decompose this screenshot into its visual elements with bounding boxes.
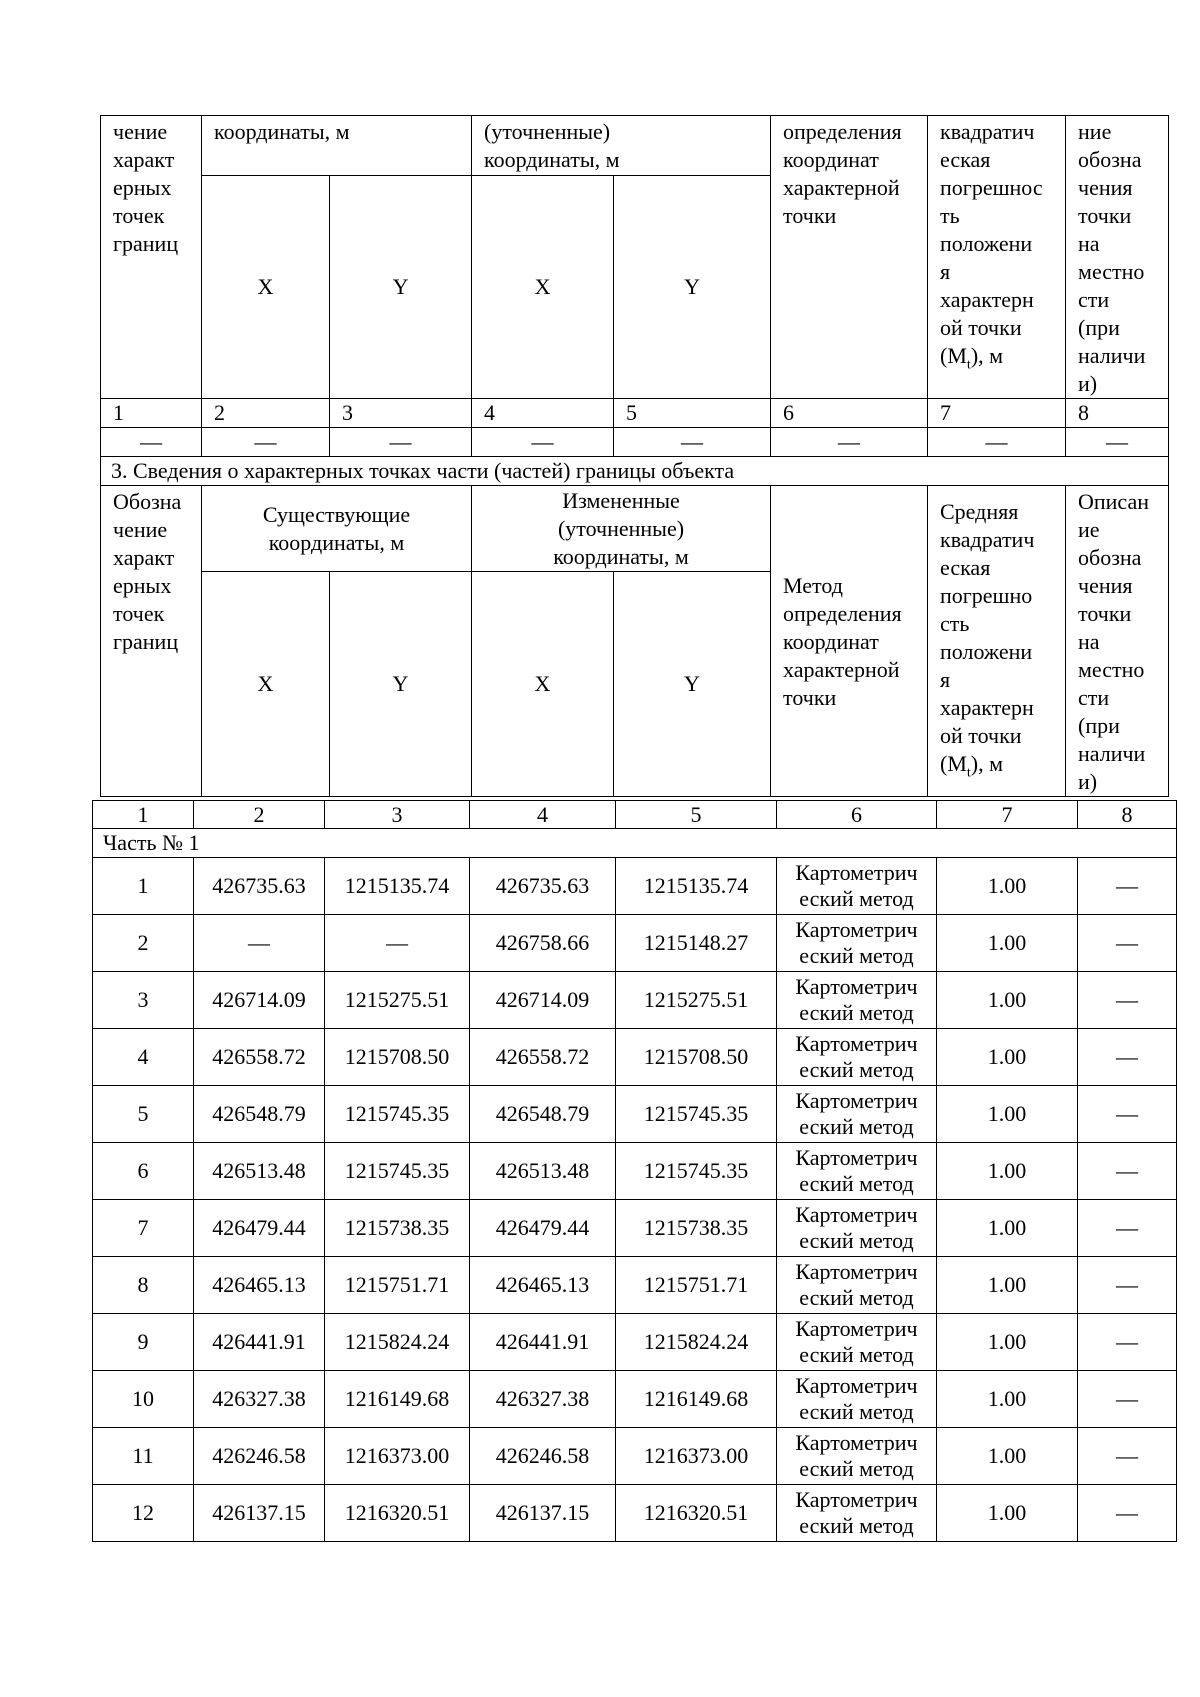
point-description-cell: — (1078, 1086, 1177, 1143)
header-changed-x: X (472, 572, 614, 797)
header-existing-coordinates: координаты, м (202, 116, 472, 176)
point-number-cell: 12 (93, 1485, 194, 1542)
point-number-cell: 4 (93, 1029, 194, 1086)
existing-x-cell: 426246.58 (194, 1428, 325, 1485)
existing-y-cell: — (325, 915, 470, 972)
header-method: определения координат характерной точки (771, 116, 928, 399)
method-cell: Картометрич еский метод (777, 1314, 937, 1371)
column-number: 1 (101, 399, 202, 428)
existing-y-cell: 1215275.51 (325, 972, 470, 1029)
changed-x-cell: 426758.66 (470, 915, 616, 972)
mean-error-cell: 1.00 (937, 1314, 1078, 1371)
changed-y-cell: 1216149.68 (616, 1371, 777, 1428)
table-row (93, 1428, 1177, 1485)
existing-y-cell: 1216320.51 (325, 1485, 470, 1542)
section3-title: 3. Сведения о характерных точках части (частей) границы объекта (101, 457, 1169, 486)
point-description-cell: — (1078, 1485, 1177, 1542)
changed-x-cell: 426246.58 (470, 1428, 616, 1485)
existing-y-cell: 1215751.71 (325, 1257, 470, 1314)
changed-y-cell: 1216320.51 (616, 1485, 777, 1542)
dash-cell: — (614, 428, 771, 457)
existing-x-cell: — (194, 915, 325, 972)
mean-error-cell: 1.00 (937, 1086, 1078, 1143)
existing-y-cell: 1216149.68 (325, 1371, 470, 1428)
existing-y-cell: 1215824.24 (325, 1314, 470, 1371)
point-description-cell: — (1078, 972, 1177, 1029)
header-mean-error: квадратич еская погрешнос ть положени я характерн ой точки $(M_t)$, м (928, 116, 1066, 399)
column-number: 7 (928, 399, 1066, 428)
existing-y-cell: 1215135.74 (325, 858, 470, 915)
method-cell: Картометрич еский метод (777, 1086, 937, 1143)
mean-error-cell: 1.00 (937, 1257, 1078, 1314)
point-number-cell: 11 (93, 1428, 194, 1485)
table-row (93, 1029, 1177, 1086)
table-row (93, 1143, 1177, 1200)
existing-y-cell: 1215708.50 (325, 1029, 470, 1086)
mean-error-cell: 1.00 (937, 1200, 1078, 1257)
point-description-cell: — (1078, 1371, 1177, 1428)
header-point-designation: Обозна чение характ ерных точек границ (101, 486, 202, 797)
dash-cell: — (101, 428, 202, 457)
header-changed-y: Y (614, 572, 771, 797)
existing-x-cell: 426513.48 (194, 1143, 325, 1200)
point-number-cell: 8 (93, 1257, 194, 1314)
method-cell: Картометрич еский метод (777, 972, 937, 1029)
changed-x-cell: 426479.44 (470, 1200, 616, 1257)
section3-header-table (100, 456, 1169, 797)
changed-y-cell: 1215148.27 (616, 915, 777, 972)
method-cell: Картометрич еский метод (777, 1200, 937, 1257)
existing-x-cell: 426465.13 (194, 1257, 325, 1314)
column-number: 7 (937, 801, 1078, 829)
column-number: 6 (771, 399, 928, 428)
point-description-cell: — (1078, 1314, 1177, 1371)
changed-y-cell: 1216373.00 (616, 1428, 777, 1485)
changed-x-cell: 426714.09 (470, 972, 616, 1029)
point-number-cell: 3 (93, 972, 194, 1029)
column-number: 5 (616, 801, 777, 829)
header-changed-coordinates: (уточненные) координаты, м (472, 116, 771, 176)
point-number-cell: 1 (93, 858, 194, 915)
point-number-cell: 5 (93, 1086, 194, 1143)
table-row (93, 1200, 1177, 1257)
point-rows (93, 858, 1177, 1542)
boundary-points-table-continued (100, 115, 1169, 457)
point-description-cell: — (1078, 1029, 1177, 1086)
method-cell: Картометрич еский метод (777, 1257, 937, 1314)
changed-x-cell: 426735.63 (470, 858, 616, 915)
table-row (93, 1371, 1177, 1428)
dash-cell: — (472, 428, 614, 457)
header-changed-y: Y (614, 175, 771, 398)
header-changed-coordinates: Измененные (уточненные) координаты, м (472, 486, 771, 572)
point-description-cell: — (1078, 858, 1177, 915)
table-row (93, 972, 1177, 1029)
column-number: 3 (325, 801, 470, 829)
mean-error-cell: 1.00 (937, 1371, 1078, 1428)
column-number: 2 (194, 801, 325, 829)
existing-x-cell: 426441.91 (194, 1314, 325, 1371)
header-method: Метод определения координат характерной точки (771, 486, 928, 797)
column-number: 8 (1066, 399, 1169, 428)
existing-x-cell: 426137.15 (194, 1485, 325, 1542)
mean-error-cell: 1.00 (937, 1029, 1078, 1086)
method-cell: Картометрич еский метод (777, 915, 937, 972)
changed-y-cell: 1215824.24 (616, 1314, 777, 1371)
existing-x-cell: 426548.79 (194, 1086, 325, 1143)
dash-cell: — (330, 428, 472, 457)
header-existing-y: Y (330, 175, 472, 398)
header-existing-x: X (202, 175, 330, 398)
column-number: 4 (472, 399, 614, 428)
column-number: 4 (470, 801, 616, 829)
column-number: 8 (1078, 801, 1177, 829)
column-number: 6 (777, 801, 937, 829)
part-label: Часть № 1 (93, 829, 1177, 858)
dash-cell: — (1066, 428, 1169, 457)
header-existing-x: X (202, 572, 330, 797)
mean-error-cell: 1.00 (937, 1143, 1078, 1200)
changed-x-cell: 426327.38 (470, 1371, 616, 1428)
point-description-cell: — (1078, 1257, 1177, 1314)
point-number-cell: 10 (93, 1371, 194, 1428)
column-numbers-row (93, 801, 1177, 829)
changed-y-cell: 1215745.35 (616, 1086, 777, 1143)
dash-cell: — (928, 428, 1066, 457)
header-existing-y: Y (330, 572, 472, 797)
changed-y-cell: 1215751.71 (616, 1257, 777, 1314)
existing-y-cell: 1215745.35 (325, 1086, 470, 1143)
column-number: 5 (614, 399, 771, 428)
changed-x-cell: 426137.15 (470, 1485, 616, 1542)
changed-x-cell: 426558.72 (470, 1029, 616, 1086)
column-numbers-row (101, 399, 1169, 428)
dash-cell: — (202, 428, 330, 457)
table-row (93, 915, 1177, 972)
method-cell: Картометрич еский метод (777, 1143, 937, 1200)
point-description-cell: — (1078, 915, 1177, 972)
method-cell: Картометрич еский метод (777, 1485, 937, 1542)
mean-error-cell: 1.00 (937, 915, 1078, 972)
header-point-designation: чение характ ерных точек границ (101, 116, 202, 399)
table-row (93, 1257, 1177, 1314)
existing-y-cell: 1215738.35 (325, 1200, 470, 1257)
existing-y-cell: 1216373.00 (325, 1428, 470, 1485)
column-number: 1 (93, 801, 194, 829)
changed-x-cell: 426465.13 (470, 1257, 616, 1314)
existing-x-cell: 426558.72 (194, 1029, 325, 1086)
changed-y-cell: 1215738.35 (616, 1200, 777, 1257)
point-number-cell: 2 (93, 915, 194, 972)
header-point-description: Описан ие обозна чения точки на местно сти (при наличи и) (1066, 486, 1169, 797)
point-description-cell: — (1078, 1428, 1177, 1485)
table-row (93, 1485, 1177, 1542)
point-number-cell: 7 (93, 1200, 194, 1257)
column-number: 3 (330, 399, 472, 428)
header-existing-coordinates: Существующие координаты, м (202, 486, 472, 572)
table-row (93, 1314, 1177, 1371)
mean-error-cell: 1.00 (937, 1485, 1078, 1542)
mean-error-cell: 1.00 (937, 858, 1078, 915)
existing-y-cell: 1215745.35 (325, 1143, 470, 1200)
header-point-description: ние обозна чения точки на местно сти (при наличи и) (1066, 116, 1169, 399)
point-number-cell: 9 (93, 1314, 194, 1371)
method-cell: Картометрич еский метод (777, 1029, 937, 1086)
column-number: 2 (202, 399, 330, 428)
changed-x-cell: 426441.91 (470, 1314, 616, 1371)
existing-x-cell: 426735.63 (194, 858, 325, 915)
mean-error-cell: 1.00 (937, 1428, 1078, 1485)
point-number-cell: 6 (93, 1143, 194, 1200)
point-description-cell: — (1078, 1143, 1177, 1200)
mean-error-cell: 1.00 (937, 972, 1078, 1029)
changed-y-cell: 1215275.51 (616, 972, 777, 1029)
changed-y-cell: 1215708.50 (616, 1029, 777, 1086)
header-mean-error: Средняя квадратич еская погрешно сть положени я характерн ой точки $(M_t)$, м (928, 486, 1066, 797)
changed-y-cell: 1215135.74 (616, 858, 777, 915)
point-description-cell: — (1078, 1200, 1177, 1257)
existing-x-cell: 426714.09 (194, 972, 325, 1029)
changed-x-cell: 426513.48 (470, 1143, 616, 1200)
table-row (93, 858, 1177, 915)
existing-x-cell: 426479.44 (194, 1200, 325, 1257)
method-cell: Картометрич еский метод (777, 858, 937, 915)
header-changed-x: X (472, 175, 614, 398)
existing-x-cell: 426327.38 (194, 1371, 325, 1428)
table-row (93, 1086, 1177, 1143)
dash-cell: — (771, 428, 928, 457)
section3-data-table (92, 800, 1177, 1542)
changed-y-cell: 1215745.35 (616, 1143, 777, 1200)
changed-x-cell: 426548.79 (470, 1086, 616, 1143)
empty-dash-row (101, 428, 1169, 457)
method-cell: Картометрич еский метод (777, 1371, 937, 1428)
method-cell: Картометрич еский метод (777, 1428, 937, 1485)
